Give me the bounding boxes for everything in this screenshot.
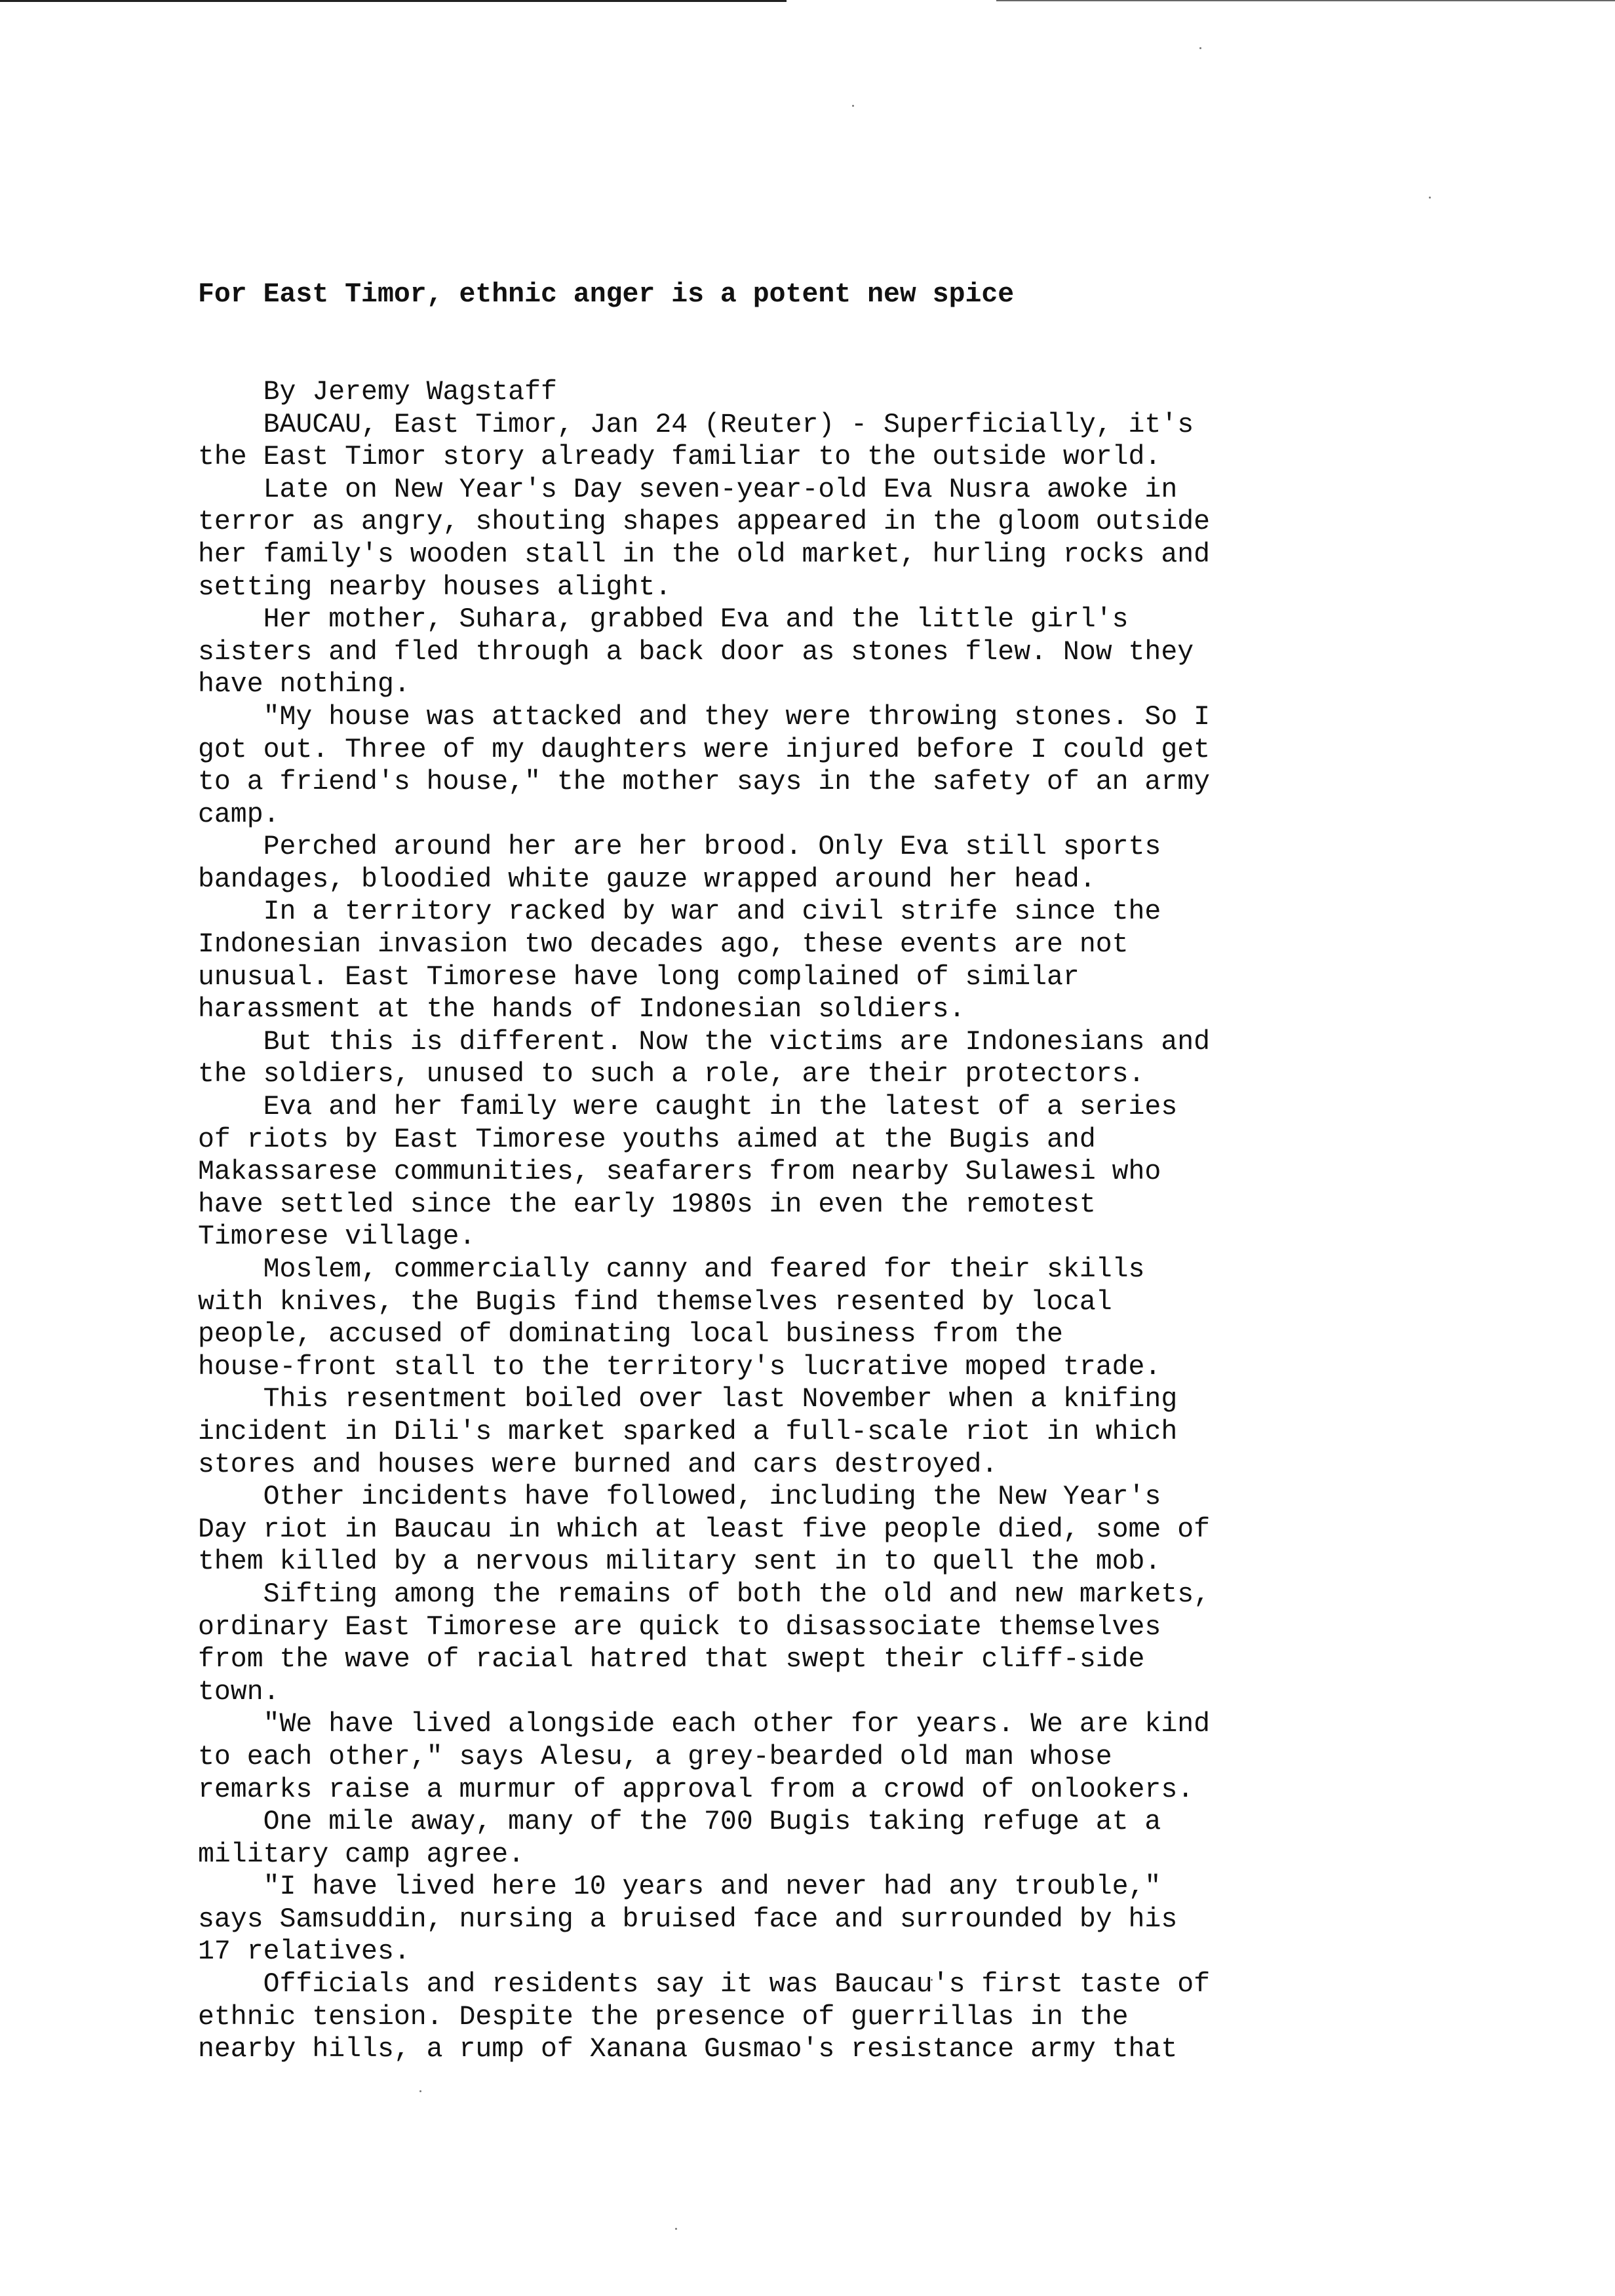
- article-line: military camp agree.: [198, 1839, 525, 1870]
- article-line: In a territory racked by war and civil strife since the: [198, 896, 1161, 928]
- article-line: setting nearby houses alight.: [198, 571, 672, 603]
- article-line: Day riot in Baucau in which at least five people died, some of: [198, 1514, 1211, 1545]
- article-line: "I have lived here 10 years and never had any trouble,": [198, 1871, 1161, 1903]
- article-line: her family's wooden stall in the old market, hurling rocks and: [198, 539, 1211, 570]
- scan-speck: [1199, 47, 1201, 49]
- article-line: remarks raise a murmur of approval from a crowd of onlookers.: [198, 1774, 1194, 1805]
- article-line: with knives, the Bugis find themselves resented by local: [198, 1286, 1112, 1318]
- article-line: Her mother, Suhara, grabbed Eva and the little girl's: [198, 604, 1129, 636]
- article-line: Makassarese communities, seafarers from nearby Sulawesi who: [198, 1157, 1161, 1188]
- article-line: Perched around her are her brood. Only Eva still sports: [198, 832, 1161, 863]
- article-line: 17 relatives.: [198, 1936, 410, 1968]
- article-line: got out. Three of my daughters were injured before I could get: [198, 734, 1211, 765]
- article-line: harassment at the hands of Indonesian soldiers.: [198, 994, 965, 1025]
- article-line: This resentment boiled over last November when a knifing: [198, 1384, 1178, 1415]
- article-line: Eva and her family were caught in the latest of a series: [198, 1092, 1178, 1123]
- article-line: BAUCAU, East Timor, Jan 24 (Reuter) - Superficially, it's: [198, 409, 1194, 440]
- article-line: nearby hills, a rump of Xanana Gusmao's resistance army that: [198, 2034, 1178, 2065]
- scan-speck: [1429, 197, 1431, 199]
- article-line: have nothing.: [198, 669, 410, 700]
- article-line: says Samsuddin, nursing a bruised face and surrounded by his: [198, 1904, 1178, 1935]
- article-line: them killed by a nervous military sent in to quell the mob.: [198, 1546, 1161, 1578]
- article-line: But this is different. Now the victims are Indonesians and: [198, 1026, 1211, 1058]
- article-line: Indonesian invasion two decades ago, these events are not: [198, 929, 1129, 961]
- article-line: bandages, bloodied white gauze wrapped around her head.: [198, 864, 1096, 895]
- article-line: Timorese village.: [198, 1221, 476, 1253]
- article-line: Other incidents have followed, including the New Year's: [198, 1482, 1161, 1513]
- article-text: [198, 376, 1443, 2066]
- article-line: Late on New Year's Day seven-year-old Eva Nusra awoke in: [198, 474, 1178, 505]
- article-line: By Jeremy Wagstaff: [198, 376, 557, 408]
- article-line: the East Timor story already familiar to the outside world.: [198, 442, 1161, 473]
- article-line: incident in Dili's market sparked a full-scale riot in which: [198, 1416, 1178, 1447]
- scan-edge-line: [0, 0, 787, 2]
- article-line: Sifting among the remains of both the old and new markets,: [198, 1578, 1211, 1610]
- article-line: Moslem, commercially canny and feared for their skills: [198, 1254, 1145, 1285]
- article-line: Officials and residents say it was Baucau's first taste of: [198, 1969, 1211, 2000]
- article-line: have settled since the early 1980s in even the remotest: [198, 1189, 1096, 1220]
- scan-speck: [675, 2228, 677, 2230]
- article-line: ordinary East Timorese are quick to disassociate themselves: [198, 1611, 1161, 1643]
- article-line: to each other," says Alesu, a grey-bearded old man whose: [198, 1741, 1112, 1772]
- article-line: town.: [198, 1676, 280, 1708]
- article-line: to a friend's house," the mother says in the safety of an army: [198, 767, 1211, 798]
- article-line: ethnic tension. Despite the presence of guerrillas in the: [198, 2001, 1129, 2033]
- article-line: the soldiers, unused to such a role, are their protectors.: [198, 1059, 1145, 1090]
- article-body: [198, 214, 1443, 2131]
- article-line: people, accused of dominating local business from the: [198, 1319, 1063, 1350]
- article-line: terror as angry, shouting shapes appeared in the gloom outside: [198, 507, 1211, 538]
- article-headline: For East Timor, ethnic anger is a potent new spice: [198, 279, 1015, 311]
- article-line: unusual. East Timorese have long complained of similar: [198, 961, 1080, 993]
- article-line: stores and houses were burned and cars destroyed.: [198, 1449, 998, 1480]
- article-line: "My house was attacked and they were throwing stones. So I: [198, 701, 1211, 733]
- article-line: from the wave of racial hatred that swept their cliff-side: [198, 1644, 1145, 1675]
- article-line: One mile away, many of the 700 Bugis taking refuge at a: [198, 1807, 1161, 1838]
- scan-speck: [852, 105, 854, 107]
- article-line: house-front stall to the territory's lucrative moped trade.: [198, 1351, 1161, 1383]
- scan-edge-line: [996, 0, 1615, 1]
- article-line: camp.: [198, 799, 280, 830]
- article-line: "We have lived alongside each other for years. We are kind: [198, 1709, 1211, 1740]
- article-line: of riots by East Timorese youths aimed at the Bugis and: [198, 1124, 1096, 1155]
- article-line: sisters and fled through a back door as stones flew. Now they: [198, 636, 1194, 668]
